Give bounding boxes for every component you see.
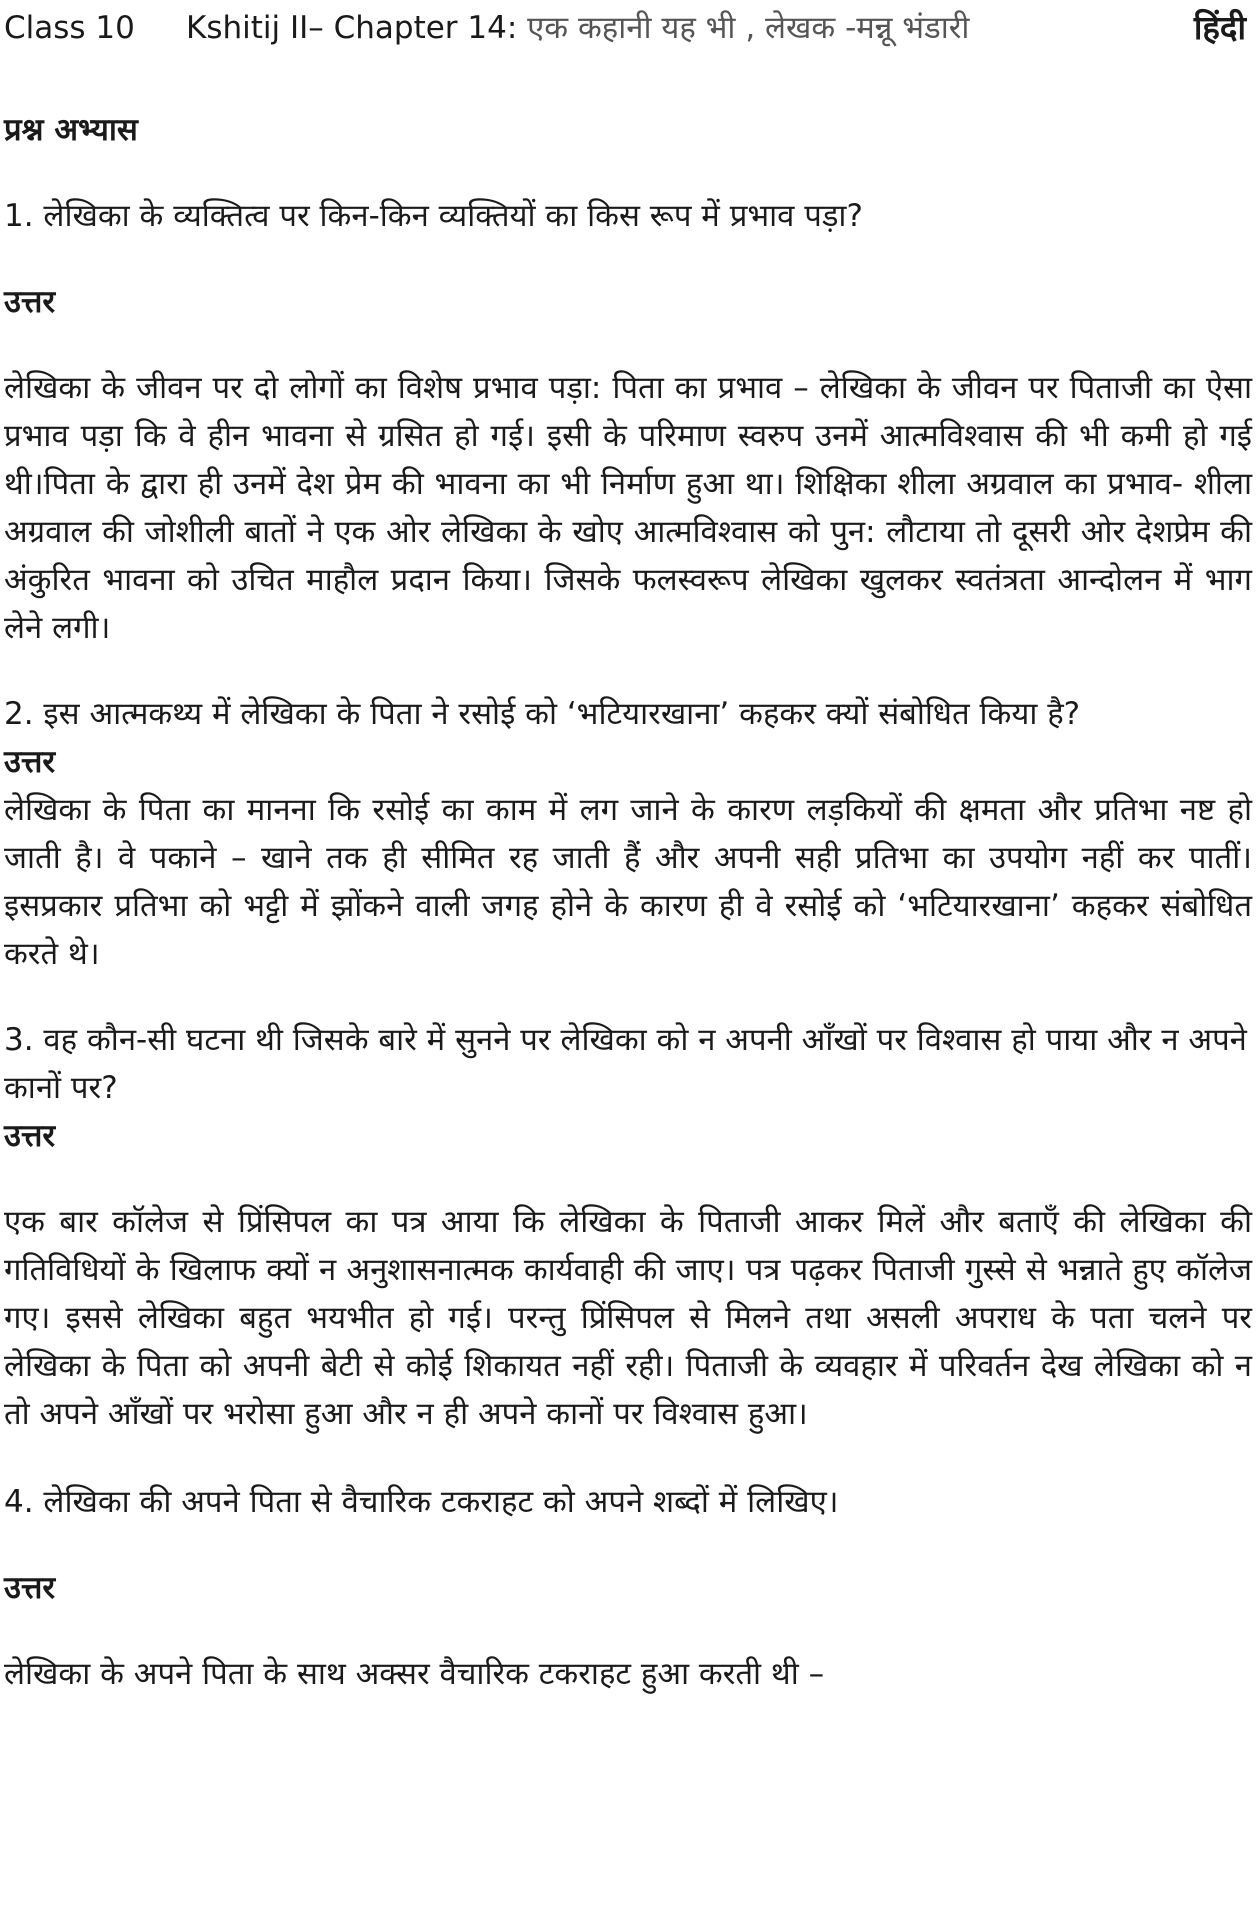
subject-label: हिंदी	[1193, 8, 1246, 47]
answer-4: लेखिका के अपने पिता के साथ अक्सर वैचारिक टकराहट हुआ करती थी –	[4, 1656, 825, 1692]
answer-2: लेखिका के पिता का मानना कि रसोई का काम में लग जाने के कारण लड़कियों की क्षमता और प्रतिभा नष्ट हो जाती है। वे पकाने – खाने तक ही सीमित रह जाती हैं और अपनी सही प्रतिभा का उपयोग नहीं कर पातीं। इसप्रकार प्रतिभा को भट्टी में झोंकने वाली जगह होने के कारण ही वे रसोई को ‘भटियारखाना’ कहकर संबोधित करते थे।	[4, 792, 1252, 972]
answer-label-3: उत्तर	[4, 1118, 56, 1154]
page-header	[4, 6, 1252, 54]
question-2: 2. इस आत्मकथ्य में लेखिका के पिता ने रसोई को ‘भटियारखाना’ कहकर क्यों संबोधित किया है?	[4, 696, 1081, 732]
answer-3: एक बार कॉलेज से प्रिंसिपल का पत्र आया कि लेखिका के पिताजी आकर मिलें और बताएँ की लेखिका की गतिविधियों के खिलाफ क्यों न अनुशासनात्मक कार्यवाही की जाए। पत्र पढ़कर पिताजी गुस्से से भन्नाते हुए कॉलेज गए। इससे लेखिका बहुत भयभीत हो गई। परन्तु प्रिंसिपल से मिलने तथा असली अपराध के पता चलने पर लेखिका के पिता को अपनी बेटी से कोई शिकायत नहीं रही। पिताजी के व्यवहार में परिवर्तन देख लेखिका को न तो अपने आँखों पर भरोसा हुआ और न ही अपने कानों पर विश्वास हुआ।	[4, 1204, 1252, 1432]
chapter-name: एक कहानी यह भी , लेखक -मन्नू भंडारी	[527, 10, 970, 46]
question-3: 3. वह कौन-सी घटना थी जिसके बारे में सुनने पर लेखिका को न अपनी आँखों पर विश्वास हो पाया और न अपने कानों पर?	[4, 1022, 1247, 1106]
chapter-prefix: Kshitij II– Chapter 14:	[186, 10, 528, 46]
document-body	[4, 106, 1252, 1698]
question-4: 4. लेखिका की अपने पिता से वैचारिक टकराहट को अपने शब्दों में लिखिए।	[4, 1484, 839, 1520]
answer-label-4: उत्तर	[4, 1570, 56, 1606]
answer-label-1: उत्तर	[4, 284, 56, 320]
chapter-title	[186, 6, 969, 50]
section-title: प्रश्न अभ्यास	[4, 112, 138, 148]
class-label: Class 10	[4, 10, 135, 46]
answer-label-2: उत्तर	[4, 744, 56, 780]
question-1: 1. लेखिका के व्यक्तित्व पर किन-किन व्यक्तियों का किस रूप में प्रभाव पड़ा?	[4, 198, 863, 234]
answer-1: लेखिका के जीवन पर दो लोगों का विशेष प्रभाव पड़ा: पिता का प्रभाव – लेखिका के जीवन पर पिताजी का ऐसा प्रभाव पड़ा कि वे हीन भावना से ग्रसित हो गई। इसी के परिमाण स्वरुप उनमें आत्मविश्वास की भी कमी हो गई थी।पिता के द्वारा ही उनमें देश प्रेम की भावना का भी निर्माण हुआ था। शिक्षिका शीला अग्रवाल का प्रभाव- शीला अग्रवाल की जोशीली बातों ने एक ओर लेखिका के खोए आत्मविश्वास को पुन: लौटाया तो दूसरी ओर देशप्रेम की अंकुरित भावना को उचित माहौल प्रदान किया। जिसके फलस्वरूप लेखिका खुलकर स्वतंत्रता आन्दोलन में भाग लेने लगी।	[4, 370, 1252, 646]
